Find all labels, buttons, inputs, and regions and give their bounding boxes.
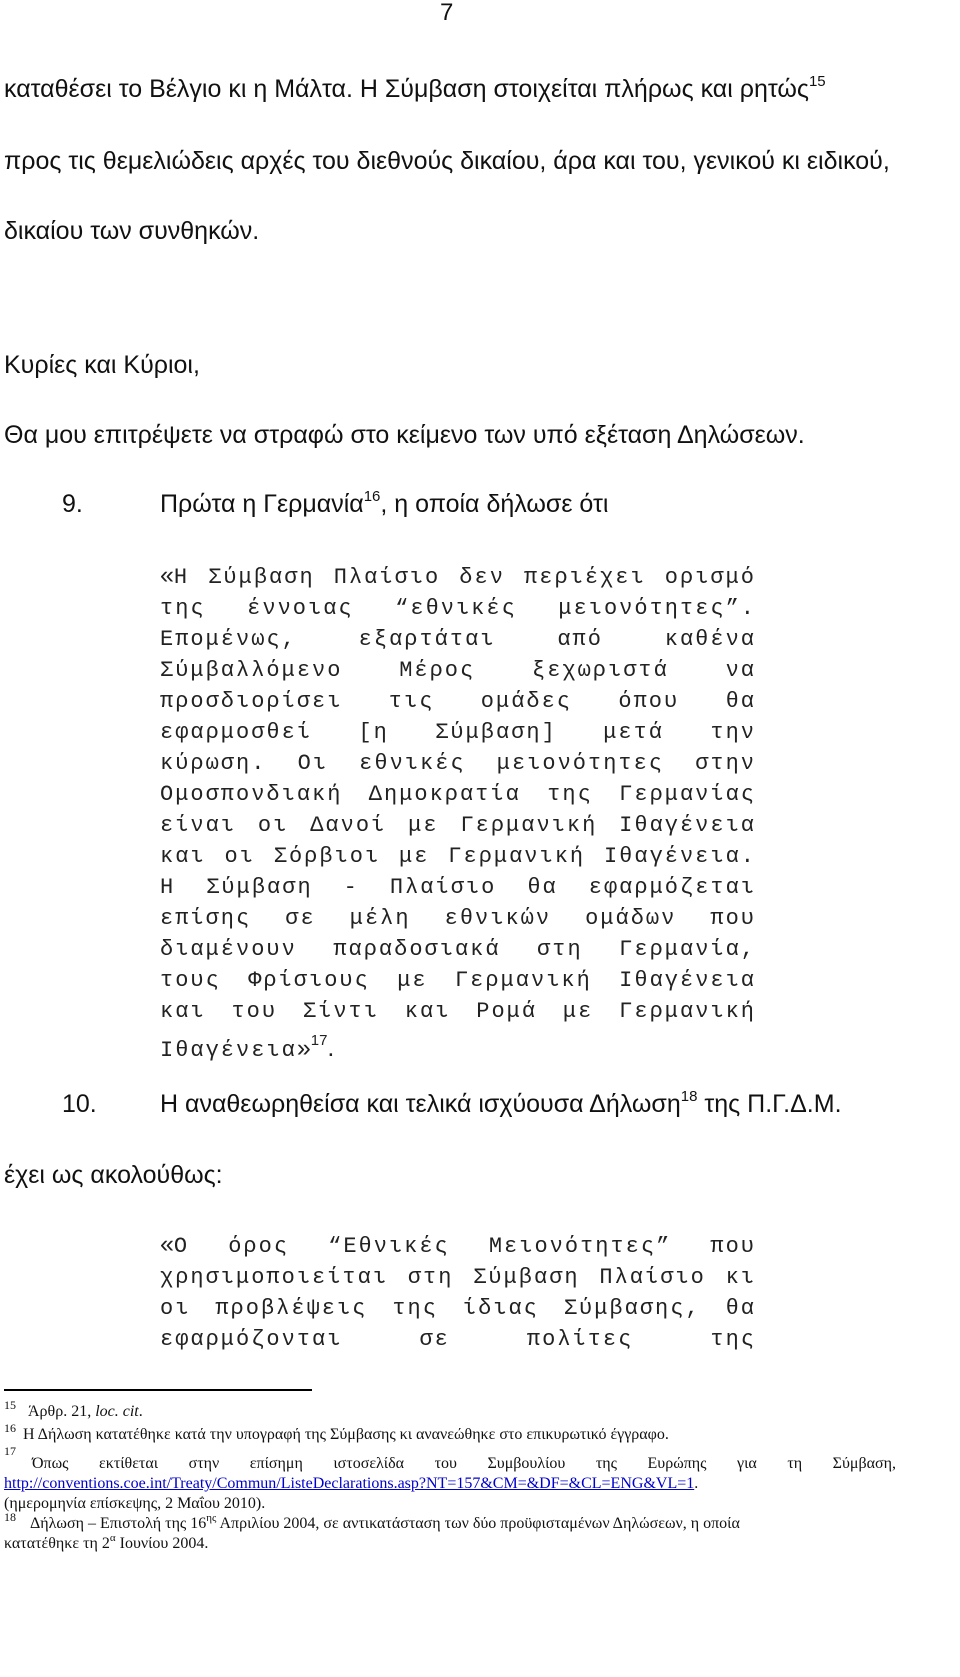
intro-sentence: Θα μου επιτρέψετε να στραφώ στο κείμενο των υπό εξέταση Δηλώσεων. [4,421,805,449]
item-9-text [160,489,608,519]
item-9-number: 9. [62,490,83,518]
footnote-number: 16 [4,1421,16,1435]
quote-line: Επομένως, εξαρτάται από καθένα [160,627,756,652]
close-quote-mark: » [296,1034,311,1062]
item-10-continuation: έχει ως ακολούθως: [4,1161,223,1189]
greeting: Κυρίες και Κύριοι, [4,351,200,379]
footnote-18-text-a: Δήλωση – Επιστολή της 16 [30,1515,207,1532]
footnote-18-text-d: Ιουνίου 2004. [115,1535,209,1552]
footnote-ref-15[interactable]: 15 [808,73,826,90]
item-10-number: 10. [62,1090,97,1118]
quote-fyrom [160,1229,756,1355]
footnote-16 [4,1421,896,1445]
quote-line: τους Φρίσιους με Γερμανική Ιθαγένεια [160,968,756,993]
body-line-3: δικαίου των συνθηκών. [4,217,260,245]
quote-line: προσδιορίσει τις ομάδες όπου θα [160,689,756,714]
footnote-15 [4,1398,896,1422]
quote-line [160,560,756,593]
open-quote-mark: « [160,561,174,589]
footnotes [4,1398,896,1554]
quote-line: χρησιμοποιείται στη Σύμβαση Πλαίσιο κι [160,1265,756,1290]
quote-last-line [160,1033,756,1066]
footnote-15-loc-cit: loc. cit [95,1403,139,1420]
open-quote-mark: « [160,1230,174,1258]
quote-line: οι προβλέψεις της ίδιας Σύμβασης, θα [160,1296,756,1321]
item-10-text-a: Η αναθεωρηθείσα και τελικά ισχύουσα Δήλωση [160,1090,681,1118]
footnote-number: 18 [4,1510,16,1524]
footnote-18-text-c: κατατέθηκε τη 2 [4,1535,110,1552]
footnote-16-text: Η Δήλωση κατατέθηκε κατά την υπογραφή της Σύμβασης κι ανανεώθηκε στο επικυρωτικό έγγραφο. [23,1426,669,1443]
body-line-1-text: καταθέσει το Βέλγιο κι η Μάλτα. Η Σύμβαση στοιχείται πλήρως και ρητώς [4,75,809,103]
footnote-15-text-c: . [138,1403,143,1420]
item-10-text-b: της Π.Γ.Δ.Μ. [697,1090,842,1118]
body-line-2: προς τις θεμελιώδεις αρχές του διεθνούς δικαίου, άρα και του, γενικού κι ειδικού, [4,147,890,175]
item-10-text [160,1089,842,1119]
footnote-ref-18[interactable]: 18 [680,1088,698,1105]
quote-germany [160,560,756,1066]
footnote-18-sup-1: ης [206,1512,217,1524]
footnote-number: 15 [4,1398,16,1412]
quote-last-line-text: Ιθαγένεια [160,1038,297,1063]
quote-line: διαμένουν παραδοσιακά στη Γερμανία, [160,937,756,962]
footnote-18-line-2 [4,1534,896,1554]
quote-line: είναι οι Δανοί με Γερμανική Ιθαγένεια [160,813,756,838]
footnote-ref-17[interactable]: 17 [310,1032,328,1049]
quote-line: επίσης σε μέλη εθνικών ομάδων που [160,906,756,931]
footnote-15-text-a: Άρθρ. 21, [28,1403,96,1420]
footnote-17-link[interactable]: http://conventions.coe.int/Treaty/Commun/ListeDeclarations.asp?NT=157&CM=&DF=&CL=ENG&VL=1 [4,1475,695,1492]
footnote-17-link-line [4,1474,896,1494]
quote-line-text: Η Σύμβαση Πλαίσιο δεν περιέχει ορισμό [173,565,756,590]
quote-line: και οι Σόρβιοι με Γερμανική Ιθαγένεια. [160,844,756,869]
quote-line: Σύμβαλλόμενο Μέρος ξεχωριστά να [160,658,756,683]
footnote-18-sup-2: α [109,1532,116,1544]
item-9-text-a: Πρώτα η Γερμανία [160,490,364,518]
quote-line: εφαρμόζονται σε πολίτες της [160,1327,756,1352]
footnote-17-visit: (ημερομηνία επίσκεψης, 2 Μαΐου 2010). [4,1495,266,1512]
footnote-17-text: Όπως εκτίθεται στην επίσημη ιστοσελίδα του Συμβουλίου της Ευρώπης για τη Σύμβαση, [32,1455,896,1472]
footnote-number: 17 [4,1444,16,1458]
quote-line: Η Σύμβαση - Πλαίσιο θα εφαρμόζεται [160,875,756,900]
quote-line: εφαρμοσθεί [η Σύμβαση] μετά την [160,720,756,745]
footnote-ref-16[interactable]: 16 [363,488,381,505]
footnote-18 [4,1510,896,1534]
quote-line: της έννοιας “εθνικές μειονότητες”. [160,596,756,621]
body-line-1 [4,74,826,104]
quote-line: κύρωση. Οι εθνικές μειονότητες στην [160,751,756,776]
quote-end-period: . [327,1034,335,1062]
footnote-separator [4,1389,312,1391]
quote-line [160,1229,756,1262]
quote-line: Ομοσπονδιακή Δημοκρατία της Γερμανίας [160,782,756,807]
quote-line: και του Σίντι και Ρομά με Γερμανική [160,999,756,1024]
footnote-18-text-b: Απριλίου 2004, σε αντικατάσταση των δύο προϋφισταμένων Δηλώσεων, η οποία [216,1515,740,1532]
item-9-text-b: , η οποία δήλωσε ότι [380,490,609,518]
footnote-17-link-after: . [694,1475,699,1492]
page-number: 7 [440,0,454,26]
quote-line-text: Ο όρος “Εθνικές Μειονότητες” που [173,1234,756,1259]
